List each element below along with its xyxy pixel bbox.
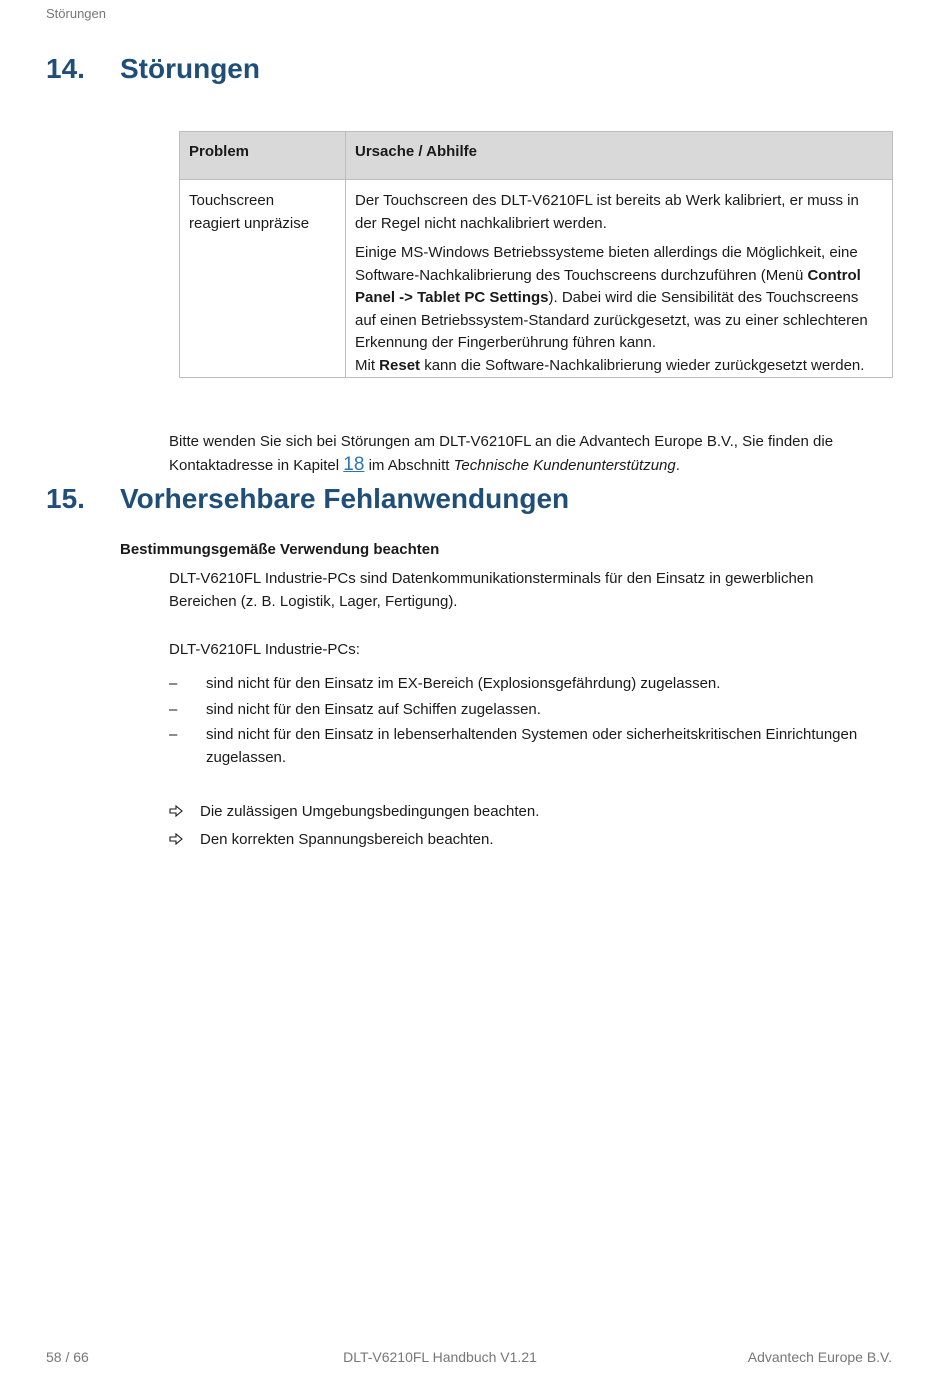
reset-label: Reset (379, 356, 421, 374)
right-arrow-icon (169, 805, 183, 817)
contact-text: im Abschnitt (364, 456, 454, 474)
dash-bullet: – (169, 701, 178, 718)
cause-text: Einige MS-Windows Betriebssysteme bieten allerdings die Möglichkeit, eine Software-Nachkalibrierung des Touchscreens durchzuführen (Menü (355, 244, 858, 284)
troubleshooting-table (179, 131, 893, 378)
dash-bullet: – (169, 675, 178, 692)
cause-text: ). Dabei wird die Sensibilität des Touchscreens auf einen Betriebssystem-Standard zurückgesetzt, was zu einer schlechteren Erkennung der Fingerberührung führen kann. (355, 289, 868, 351)
list-item-text: sind nicht für den Einsatz in lebenserhaltenden Systemen oder sicherheitskritischen Einrichtungen zugelassen. (206, 726, 858, 766)
section-title: Störungen (120, 53, 260, 84)
list-item-text: sind nicht für den Einsatz im EX-Bereich (Explosionsgefährdung) zugelassen. (206, 675, 721, 692)
instruction-item (169, 801, 669, 825)
contact-text: Kontaktadresse in Kapitel (169, 456, 344, 474)
intro-paragraph: DLT-V6210FL Industrie-PCs sind Datenkommunikationsterminals für den Einsatz in gewerblichen Bereichen (z. B. Logistik, Lager, Fertigung). (169, 570, 814, 610)
section-15-heading (46, 483, 746, 519)
table-row (180, 180, 893, 378)
instruction-item (169, 829, 669, 853)
section-number: 14. (46, 53, 85, 84)
dash-bullet: – (169, 726, 178, 743)
problem-line: Touchscreen (189, 192, 275, 209)
list-item (169, 724, 899, 772)
instruction-text: Den korrekten Spannungsbereich beachten. (200, 831, 494, 848)
cause-cell (346, 180, 893, 378)
document-title: DLT-V6210FL Handbuch V1.21 (343, 1349, 537, 1365)
list-item (169, 699, 899, 723)
menu-path: Control Panel -> Tablet PC Settings (355, 266, 861, 306)
list-item-text: sind nicht für den Einsatz auf Schiffen zugelassen. (206, 701, 541, 718)
chapter-link[interactable]: 18 (343, 453, 365, 475)
column-header-problem: Problem (180, 132, 346, 180)
cause-text: Mit (355, 356, 380, 374)
section-title: Vorhersehbare Fehlanwendungen (120, 483, 570, 514)
section-14-heading (46, 53, 646, 89)
section-number: 15. (46, 483, 85, 514)
instruction-text: Die zulässigen Umgebungsbedingungen beachten. (200, 803, 540, 820)
contact-line: Bitte wenden Sie sich bei Störungen am DLT-V6210FL an die Advantech Europe B.V., Sie finden die (169, 433, 834, 450)
cause-paragraph: Der Touchscreen des DLT-V6210FL ist bereits ab Werk kalibriert, er muss in der Regel nicht nachkalibriert werden. (355, 192, 859, 232)
cause-paragraph (355, 242, 883, 377)
contact-line (169, 454, 899, 478)
column-header-cause: Ursache / Abhilfe (346, 132, 893, 180)
contact-paragraph (169, 431, 899, 477)
company-name: Advantech Europe B.V. (747, 1349, 892, 1365)
page-number: 58 / 66 (46, 1349, 89, 1365)
list-item (169, 673, 899, 697)
list-intro: DLT-V6210FL Industrie-PCs: (169, 641, 360, 658)
contact-text: . (675, 456, 680, 474)
problem-cell (180, 180, 346, 378)
right-arrow-icon (169, 833, 183, 845)
subheading: Bestimmungsgemäße Verwendung beachten (120, 541, 440, 558)
problem-line: reagiert unpräzise (189, 214, 310, 232)
running-header: Störungen (46, 6, 106, 21)
section-reference: Technische Kundenunterstützung (453, 456, 676, 474)
cause-text: kann die Software-Nachkalibrierung wieder zurückgesetzt werden. (420, 356, 865, 374)
table-header-row (180, 132, 893, 180)
